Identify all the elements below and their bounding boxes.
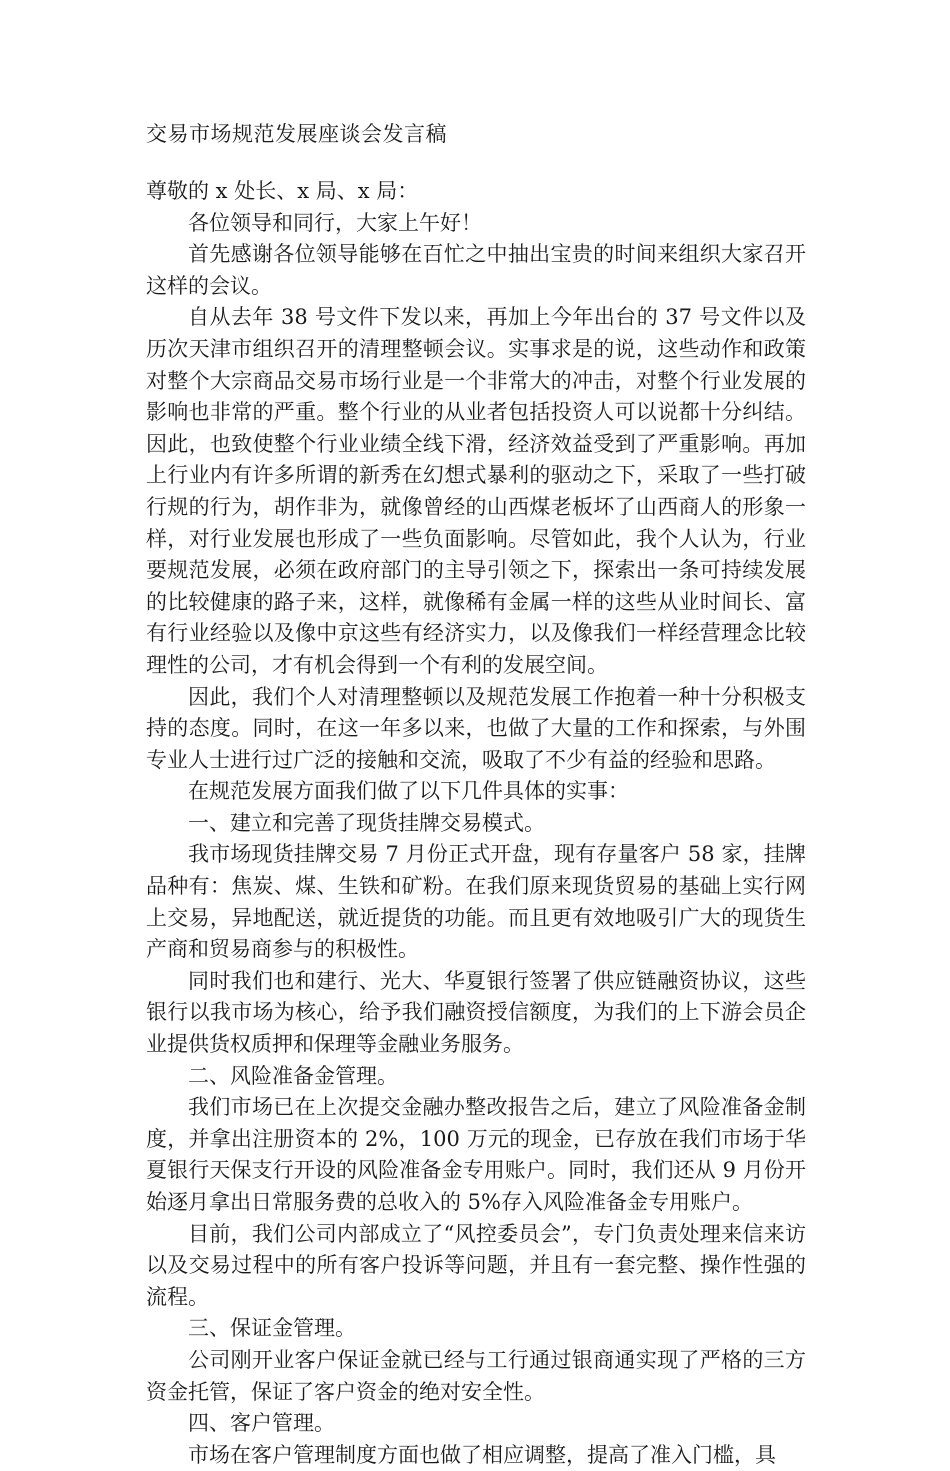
document-page	[146, 118, 806, 1471]
body-paragraph: 首先感谢各位领导能够在百忙之中抽出宝贵的时间来组织大家召开这样的会议。	[146, 242, 806, 298]
body-paragraph: 因此，我们个人对清理整顿以及规范发展工作抱着一种十分积极支持的态度。同时，在这一年多以来，也做了大量的工作和探索，与外围专业人士进行过广泛的接触和交流，吸取了不少有益的经验和思路。	[146, 684, 806, 772]
document-body	[146, 208, 806, 1471]
body-paragraph: 我们市场已在上次提交金融办整改报告之后，建立了风险准备金制度，并拿出注册资本的 2%，100 万元的现金，已存放在我们市场于华夏银行天保支行开设的风险准备金专用账户。同时，我们还从 9 月份开始逐月拿出日常服务费的总收入的 5%存入风险准备金专用账户。	[146, 1095, 806, 1214]
document-title: 交易市场规范发展座谈会发言稿	[146, 122, 447, 146]
body-paragraph: 三、保证金管理。	[188, 1316, 356, 1341]
body-paragraph: 公司刚开业客户保证金就已经与工行通过银商通实现了严格的三方资金托管，保证了客户资金的绝对安全性。	[146, 1347, 806, 1404]
body-paragraph: 一、建立和完善了现货挂牌交易模式。	[188, 810, 545, 835]
body-paragraph: 我市场现货挂牌交易 7 月份正式开盘，现有存量客户 58 家，挂牌品种有：焦炭、煤、生铁和矿粉。在我们原来现货贸易的基础上实行网上交易，异地配送，就近提货的功能。而且更有效地吸引广大的现货生产商和贸易商参与的积极性。	[146, 842, 806, 962]
body-paragraph: 同时我们也和建行、光大、华夏银行签署了供应链融资协议，这些银行以我市场为核心，给予我们融资授信额度，为我们的上下游会员企业提供货权质押和保理等金融业务服务。	[146, 968, 806, 1057]
body-paragraph: 市场在客户管理制度方面也做了相应调整，提高了准入门槛，具	[188, 1442, 776, 1467]
salutation: 尊敬的 x 处长、x 局、x 局：	[146, 179, 419, 203]
body-paragraph: 各位领导和同行，大家上午好！	[188, 210, 482, 235]
body-paragraph: 在规范发展方面我们做了以下几件具体的实事：	[188, 779, 629, 804]
body-paragraph: 目前，我们公司内部成立了“风控委员会”，专门负责处理来信来访以及交易过程中的所有客户投诉等问题，并且有一套完整、操作性强的流程。	[146, 1221, 806, 1309]
body-paragraph: 二、风险准备金管理。	[188, 1063, 398, 1088]
body-paragraph: 自从去年 38 号文件下发以来，再加上今年出台的 37 号文件以及历次天津市组织召开的清理整顿会议。实事求是的说，这些动作和政策对整个大宗商品交易市场行业是一个非常大的冲击，对整个行业发展的影响也非常的严重。整个行业的从业者包括投资人可以说都十分纠结。因此，也致使整个行业业绩全线下滑，经济效益受到了严重影响。再加上行业内有许多所谓的新秀在幻想式暴利的驱动之下，采取了一些打破行规的行为，胡作非为，就像曾经的山西煤老板坏了山西商人的形象一样，对行业发展也形成了一些负面影响。尽管如此，我个人认为，行业要规范发展，必须在政府部门的主导引领之下，探索出一条可持续发展的比较健康的路子来，这样，就像稀有金属一样的这些从业时间长、富有行业经验以及像中京这些有经济实力，以及像我们一样经营理念比较理性的公司，才有机会得到一个有利的发展空间。	[146, 305, 806, 677]
body-paragraph: 四、客户管理。	[188, 1411, 335, 1436]
